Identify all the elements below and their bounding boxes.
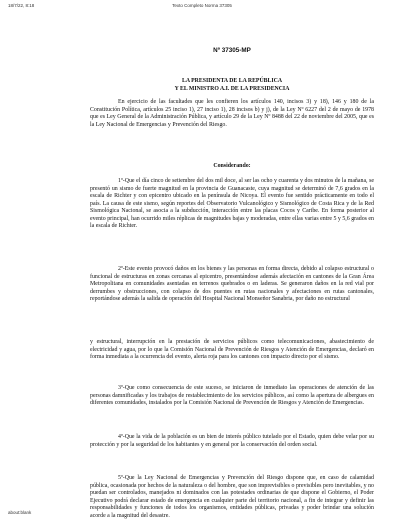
print-footer-url: about:blank: [8, 510, 32, 515]
paragraph-5: 5º-Que la Ley Nacional de Emergencias y Prevención del Riesgo dispone que, en caso de calamidad pública, ocasionada por hechos de la naturaleza o del hombre, que son imprevisibles o previsibles pero inevitables, y no puedan ser controlados, manejados ni dominados con las potestades ordinarias de que dispone el Gobierno, el Poder Ejecutivo podrá declarar estado de emergencia en cualquier parte del territorio nacional, a fin de integrar y definir las responsabilidades y funciones de todos los organismos, entidades públicas, privadas y poder brindar una solución acorde a la magnitud del desastre.: [90, 475, 374, 519]
paragraph-2: 2º-Este evento provocó daños en los bienes y las personas en forma directa, debido al colapso estructural o funcional de estructuras en zonas cercanas al epicentro, presentándose además afectación en cantones de la Gran Área Metropolitana en comunidades asentadas en terrenos quebrados o en laderas. Se generaron daños en la red vial por derrumbes y obstrucciones, con colapso de dos puentes en rutas nacionales y afectaciones en rutas cantonales, reportándose además la salida de operación del Hospital Nacional Monseñor Sanabria, por daño no estructural: [90, 266, 374, 303]
intro-paragraph: En ejercicio de las facultades que les confieren los artículos 140, incisos 3) y 18), 146 y 180 de la Constitución Política, artículos 25 inciso 1), 27 inciso 1), 28 incisos b) y j), de la Ley Nº 6227 del 2 de mayo de 1978 que es Ley General de la Administración Pública, y artículo 29 de la Ley Nº 8488 del 22 de noviembre del 2005, que es la Ley Nacional de Emergencias y Prevención del Riesgo.: [90, 99, 374, 128]
paragraph-4: 4º-Que la vida de la población es un bien de interés público tutelado por el Estado, quien debe velar por su protección y por la seguridad de los habitantes y en general por la conservación del orden social.: [90, 434, 374, 448]
authority-line-1: LA PRESIDENTA DE LA REPÚBLICA: [181, 78, 283, 84]
print-page-title: Texto Completo Norma 37305: [172, 3, 232, 8]
norm-number: Nº 37305-MP: [213, 47, 251, 54]
paragraph-2-continued: y estructural, interrupción en la prestación de servicios públicos como telecomunicaciones, abastecimiento de electricidad y agua, por lo que la Comisión Nacional de Prevención de Riesgos y Atención de Emergencias, declaró en forma inmediata a la ocurrencia del evento, alerta roja para los cantones con impacto directo por el sismo.: [90, 339, 374, 361]
considerando-heading: Considerando:: [213, 163, 251, 169]
authority-heading: [82, 78, 382, 94]
paragraph-1: 1º-Que el día cinco de setiembre del dos mil doce, al ser las ocho y cuarenta y dos minutos de la mañana, se presentó un sismo de fuerte magnitud en la provincia de Guanacaste, cuya magnitud se determinó de 7,6 grados en la escala de Richter y con epicentro ubicado en la península de Nicoya. El evento fue sentido prácticamente en todo el país. La causa de este sismo, según reportes del Observatorio Vulcanológico y Sismológico de Costa Rica y de la Red Sismológica Nacional, se asocia a la subducción, interacción entre las placas Cocos y Caribe. En forma posterior al evento principal, han ocurrido miles réplicas de magnitudes bajas y moderadas, entre ellas varias entre 5 y 5,6 grados en la escala de Richter.: [90, 178, 374, 230]
authority-line-2: Y EL MINISTRO A.I. DE LA PRESIDENCIA: [174, 85, 290, 92]
print-date: 18/7/22, 8:18: [8, 3, 35, 8]
paragraph-3: 3º-Que como consecuencia de este suceso, se iniciaron de inmediato las operaciones de atención de las personas damnificadas y los trabajos de restablecimiento de los servicios públicos, así como la apertura de albergues en diferentes comunidades, instalados por la Comisión Nacional de Prevención de Riesgos y Atención de Emergencias.: [90, 385, 374, 407]
